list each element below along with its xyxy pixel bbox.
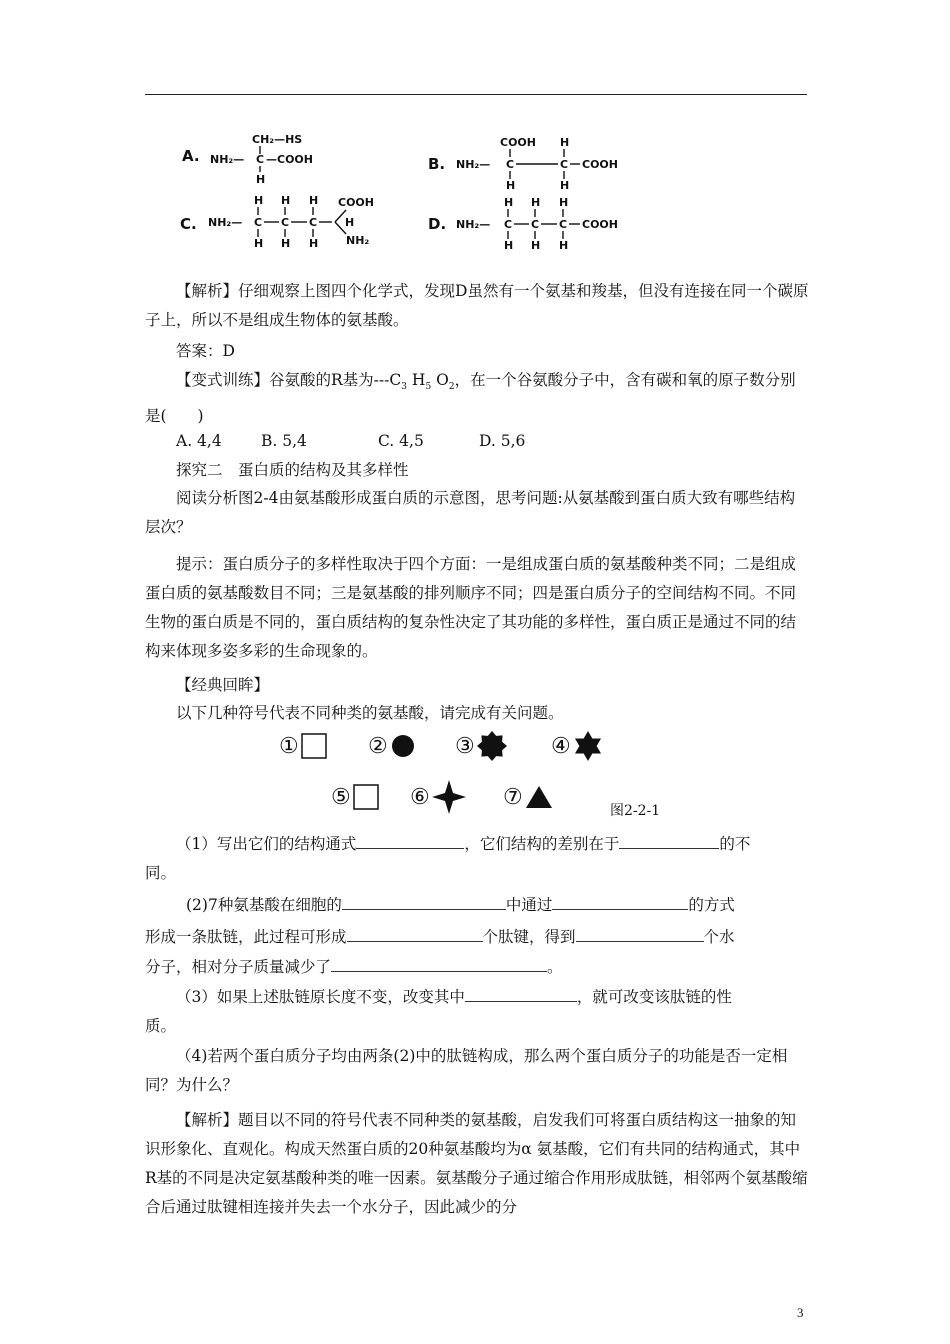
- svg-text:COOH: COOH: [338, 196, 374, 209]
- blank-structure-formula[interactable]: [356, 834, 464, 849]
- amino-acid-structures-figure: [170, 126, 640, 256]
- option-b: B. 5,4: [261, 432, 307, 450]
- svg-text:C: C: [254, 216, 263, 229]
- svg-text:H: H: [560, 136, 570, 149]
- symbol-2: ②: [368, 731, 416, 761]
- classic-intro: 以下几种符号代表不同种类的氨基酸，请完成有关问题。: [176, 704, 564, 722]
- svg-text:H: H: [559, 196, 569, 209]
- svg-text:H: H: [281, 194, 291, 207]
- analysis-paragraph-1: 【解析】仔细观察上图四个化学式，发现D虽然有一个氨基和羧基，但没有连接在同一个碳原子上，所以不是组成生物体的氨基酸。: [145, 282, 809, 329]
- svg-text:NH₂: NH₂: [346, 234, 370, 247]
- svg-text:C: C: [559, 218, 568, 231]
- svg-text:C: C: [281, 216, 290, 229]
- svg-text:C: C: [504, 218, 513, 231]
- symbol-4: ④: [551, 731, 603, 761]
- page-number: 3: [797, 1305, 804, 1320]
- svg-text:NH₂—: NH₂—: [456, 158, 491, 171]
- svg-text:H: H: [560, 179, 570, 192]
- svg-text:C: C: [560, 158, 569, 171]
- svg-text:COOH: COOH: [582, 218, 618, 231]
- filled-circle-icon: [390, 733, 416, 759]
- blank-difference[interactable]: [619, 834, 719, 849]
- structure-d-label: D.: [428, 215, 447, 233]
- svg-text:H: H: [559, 239, 569, 252]
- symbol-5: ⑤: [331, 782, 379, 812]
- question-1-line-1: （1）写出它们的结构通式 ，它们结构的差别在于 的不: [176, 835, 751, 853]
- svg-text:H: H: [309, 237, 319, 250]
- analysis-paragraph-2: 【解析】题目以不同的符号代表不同种类的氨基酸，启发我们可将蛋白质结构这一抽象的知识形象化、直观化。构成天然蛋白质的20种氨基酸均为α 氨基酸，它们有共同的结构通式，其中R基的不同是决定氨基酸种类的唯一因素。氨基酸分子通过缩合作用形成肽链，相邻两个氨基酸缩合后通过肽键相连接并失去一个水分子，因此减少的分: [145, 1111, 808, 1216]
- svg-text:H: H: [254, 194, 264, 207]
- square-icon: [353, 784, 379, 810]
- svg-text:H: H: [309, 194, 319, 207]
- svg-text:H: H: [506, 179, 516, 192]
- blank-change[interactable]: [465, 987, 577, 1002]
- hint-paragraph: 提示：蛋白质分子的多样性取决于四个方面：一是组成蛋白质的氨基酸种类不同；二是组成蛋白质的氨基酸数目不同；三是氨基酸的排列顺序不同；四是蛋白质分子的空间结构不同。不同生物的蛋白质是不同的，蛋白质结构的复杂性决定了其功能的多样性，蛋白质正是通过不同的结构来体现多姿多彩的生命现象的。: [145, 555, 797, 660]
- blank-water-molecules[interactable]: [576, 927, 704, 942]
- answer-line: 答案：D: [176, 342, 235, 360]
- question-2-line-1: (2)7种氨基酸在细胞的 中通过 的方式: [186, 896, 735, 914]
- option-c: C. 4,5: [378, 432, 424, 450]
- svg-text:C: C: [256, 153, 265, 166]
- options-row: [0, 430, 950, 452]
- svg-text:C: C: [506, 158, 515, 171]
- option-d: D. 5,6: [479, 432, 526, 450]
- triangle-icon: [525, 784, 553, 810]
- option-a: A. 4,4: [176, 432, 222, 450]
- svg-text:CH₂—HS: CH₂—HS: [252, 133, 303, 146]
- svg-text:NH₂—: NH₂—: [456, 218, 491, 231]
- question-3-line-1: （3）如果上述肽链原长度不变，改变其中 ，就可改变该肽链的性: [176, 988, 732, 1006]
- question-2-line-3: 分子，相对分子质量减少了 。: [145, 958, 563, 976]
- svg-text:NH₂—: NH₂—: [208, 216, 243, 229]
- svg-text:H: H: [281, 237, 291, 250]
- question-3-line-2: 质。: [145, 1017, 177, 1035]
- question-1-line-2: 同。: [145, 864, 177, 882]
- svg-text:COOH: COOH: [500, 136, 536, 149]
- blank-method[interactable]: [552, 895, 688, 910]
- symbol-7: ⑦: [503, 782, 553, 812]
- svg-text:H: H: [254, 237, 264, 250]
- svg-text:H: H: [504, 239, 514, 252]
- reading-paragraph: 阅读分析图2-4由氨基酸形成蛋白质的示意图，思考问题:从氨基酸到蛋白质大致有哪些结构层次？: [145, 489, 796, 536]
- symbol-6: ⑥: [410, 782, 466, 812]
- six-point-star-icon: [573, 731, 603, 761]
- svg-text:NH₂—: NH₂—: [210, 153, 245, 166]
- square-icon: [301, 733, 327, 759]
- structure-c-label: C.: [180, 215, 197, 233]
- svg-text:COOH: COOH: [582, 158, 618, 171]
- blank-mass-reduction[interactable]: [331, 957, 547, 972]
- blank-cell-location[interactable]: [342, 895, 506, 910]
- eight-point-star-icon: [477, 731, 507, 761]
- svg-text:H: H: [531, 196, 541, 209]
- svg-text:—COOH: —COOH: [266, 153, 313, 166]
- symbol-3: ③: [455, 731, 507, 761]
- section-2-title: 探究二 蛋白质的结构及其多样性: [176, 461, 409, 479]
- svg-text:H: H: [345, 216, 355, 229]
- structure-b-label: B.: [428, 155, 446, 173]
- svg-text:H: H: [256, 173, 266, 186]
- svg-text:C: C: [309, 216, 318, 229]
- header-rule: [145, 94, 807, 95]
- blank-peptide-bonds[interactable]: [347, 927, 483, 942]
- svg-text:C: C: [531, 218, 540, 231]
- svg-text:H: H: [504, 196, 514, 209]
- four-point-star-icon: [432, 780, 466, 814]
- question-2-line-2: 形成一条肽链，此过程可形成 个肽键，得到 个水: [145, 928, 735, 946]
- svg-text:H: H: [531, 239, 541, 252]
- structure-a-label: A.: [182, 147, 200, 165]
- question-4: （4)若两个蛋白质分子均由两条(2)中的肽链构成，那么两个蛋白质分子的功能是否一定相同？为什么？: [145, 1047, 788, 1094]
- variant-training-paragraph: 【变式训练】谷氨酸的R基为$---C_3$ $H_5$ $O_2$，在一个谷氨酸分子中，含有碳和氧的原子数分别是( ): [145, 371, 796, 426]
- symbol-1: ①: [279, 731, 327, 761]
- figure-caption: 图2-2-1: [610, 803, 661, 819]
- classic-review-title: 【经典回眸】: [176, 676, 270, 694]
